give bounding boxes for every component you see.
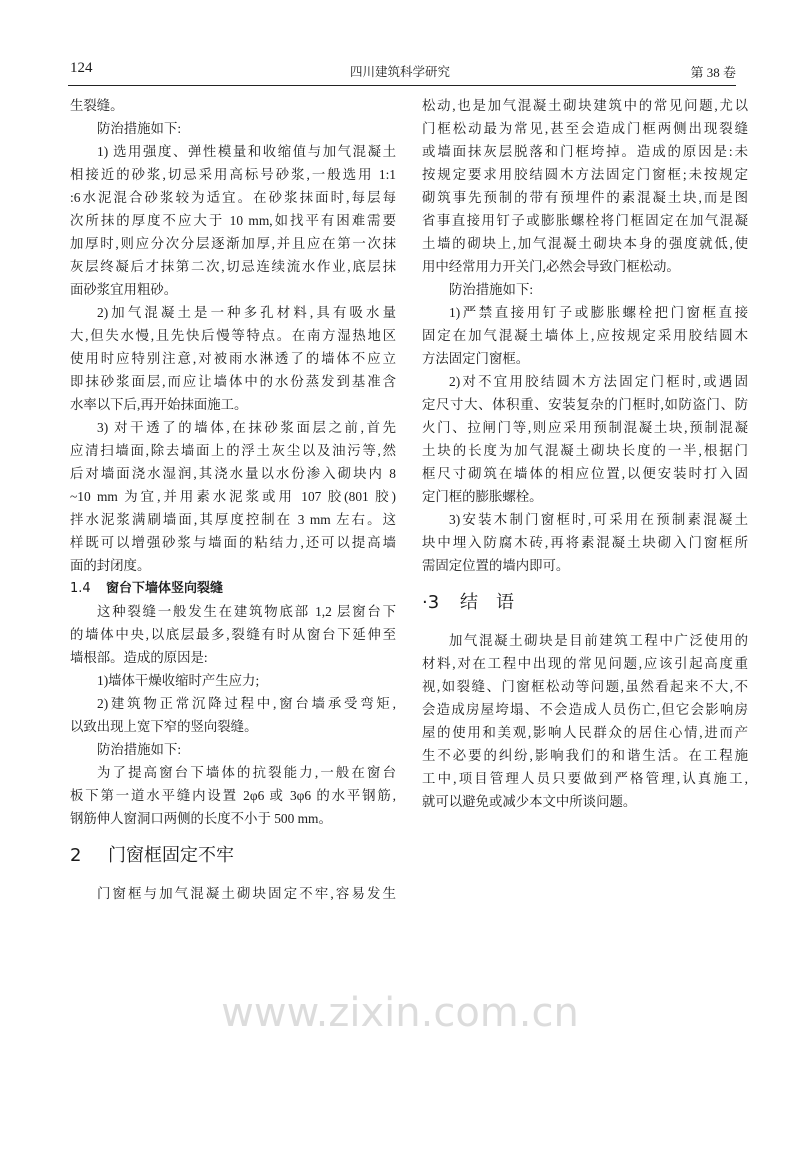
volume-label: 第 38 卷 xyxy=(690,65,736,80)
text-line: 定门框的膨胀螺栓。 xyxy=(422,489,543,504)
text-line: 加厚时,则应分次分层逐渐加厚,并且应在第一次抹 xyxy=(70,236,396,251)
text-line: 省事直接用钉子或膨胀螺栓将门框固定在加气混凝 xyxy=(422,213,748,228)
text-line: 松动,也是加气混凝土砌块建筑中的常见问题,尤以 xyxy=(422,98,748,113)
text-line: 就可以避免或减少本文中所谈问题。 xyxy=(422,794,637,809)
text-line: 大,但失水慢,且先快后慢等特点。在南方湿热地区 xyxy=(70,328,396,343)
text-line: 按规定要求用胶结圆木方法固定门窗框;未按规定 xyxy=(422,167,748,182)
text-line: 后对墙面浇水湿润,其浇水量以水份渗入砌块内 8 xyxy=(70,466,396,481)
text-line: 次所抹的厚度不应大于 10 mm,如找平有困难需要 xyxy=(70,213,396,228)
heading-number: 2 xyxy=(70,845,82,866)
text-line: 1) 选用强度、弹性模量和收缩值与加气混凝土 xyxy=(97,144,396,159)
text-line: 生不必要的纠纷,影响我们的和谐生活。在工程施 xyxy=(422,748,748,763)
text-line: 门窗框与加气混凝土砌块固定不牢,容易发生 xyxy=(97,886,396,901)
text-line: 生裂缝。 xyxy=(70,98,124,113)
text-line: 会造成房屋垮塌、不会造成人员伤亡,但它会影响房 xyxy=(422,702,748,717)
text-line: 样既可以增强砂浆与墙面的粘结力,还可以提高墙 xyxy=(70,535,396,550)
text-line: 即抹砂浆面层,而应让墙体中的水份蒸发到基准含 xyxy=(70,374,396,389)
text-line: 1)墙体干燥收缩时产生应力; xyxy=(97,673,260,688)
text-line: 墙根部。造成的原因是: xyxy=(70,650,208,665)
text-line: 土墙的砌块上,加气混凝土砌块本身的强度就低,使 xyxy=(422,236,748,251)
text-line: 方法固定门窗框。 xyxy=(422,351,530,366)
text-line: 面的封闭度。 xyxy=(70,558,151,573)
text-line: 应清扫墙面,除去墙面上的浮土灰尘以及油污等,然 xyxy=(70,443,396,458)
text-line: 以致出现上宽下窄的竖向裂缝。 xyxy=(70,719,258,734)
text-line: 定尺寸大、体积重、安装复杂的门框时,如防盗门、防 xyxy=(422,397,748,412)
text-line: 防治措施如下: xyxy=(97,121,182,136)
paragraph xyxy=(70,600,396,669)
paragraph xyxy=(70,416,396,577)
paragraph xyxy=(422,370,748,508)
journal-title: 四川建筑科学研究 xyxy=(349,64,450,79)
paragraph xyxy=(422,508,748,577)
text-line: 板下第一道水平缝内设置 2φ6 或 3φ6 的水平钢筋, xyxy=(70,788,396,803)
paragraph xyxy=(422,94,748,278)
paragraph xyxy=(70,301,396,416)
text-line: 屋的使用和美观,影响人民群众的居住心情,进而产 xyxy=(422,725,748,740)
text-line: 块中埋入防腐木砖,再将素混凝土块砌入门窗框所 xyxy=(422,535,748,550)
text-line: 2)对不宜用胶结圆木方法固定门框时,或遇固 xyxy=(449,374,748,389)
text-line: 火门、拉闸门等,则应采用预制混凝土块,预制混凝 xyxy=(422,420,748,435)
text-line: 1)严禁直接用钉子或膨胀螺栓把门窗框直接 xyxy=(449,305,748,320)
text-line: 2)建筑物正常沉降过程中,窗台墙承受弯矩, xyxy=(97,696,396,711)
text-line: 框尺寸砌筑在墙体的相应位置,以便安装时打入固 xyxy=(422,466,748,481)
header-rule xyxy=(68,85,736,86)
heading-number: 1.4 xyxy=(70,581,91,596)
text-line: 视,如裂缝、门窗框松动等问题,虽然看起来不大,不 xyxy=(422,679,748,694)
paragraph xyxy=(422,301,748,370)
paragraph xyxy=(70,692,396,738)
text-line: 需固定位置的墙内即可。 xyxy=(422,558,570,573)
left-column xyxy=(70,94,396,905)
paragraph xyxy=(70,140,396,301)
heading-title: 门窗框固定不牢 xyxy=(108,845,234,866)
text-line: 钢筋伸人窗洞口两侧的长度不小于 500 mm。 xyxy=(70,811,332,826)
text-line: 的墙体中央,以底层最多,裂缝有时从窗台下延伸至 xyxy=(70,627,396,642)
text-line: 工中,项目管理人员只要做到严格管理,认真施工, xyxy=(422,771,748,786)
page-number: 124 xyxy=(70,60,93,76)
section-heading xyxy=(422,577,748,629)
text-line: 砌筑事先预制的带有预埋件的素混凝土块,而是图 xyxy=(422,190,748,205)
paragraph xyxy=(70,761,396,830)
text-line: 材料,对在工程中出现的常见问题,应该引起高度重 xyxy=(422,656,748,671)
text-line: 拌水泥浆满刷墙面,其厚度控制在 3 mm 左右。这 xyxy=(70,512,396,527)
text-line: 土块的长度为加气混凝土砌块长度的一半,根据门 xyxy=(422,443,748,458)
text-line: 使用时应特别注意,对被雨水淋透了的墙体不应立 xyxy=(70,351,396,366)
paragraph xyxy=(422,278,748,301)
text-line: 固定在加气混凝土墙体上,应按规定采用胶结圆木 xyxy=(422,328,748,343)
text-line: 这种裂缝一般发生在建筑物底部 1,2 层窗台下 xyxy=(97,604,396,619)
text-line: 为了提高窗台下墙体的抗裂能力,一般在窗台 xyxy=(97,765,396,780)
text-line: 用中经常用力开关门,必然会导致门框松动。 xyxy=(422,259,680,274)
text-line: 2)加气混凝土是一种多孔材料,具有吸水量 xyxy=(97,305,396,320)
text-line: 面砂浆宜用粗砂。 xyxy=(70,282,178,297)
text-line: 防治措施如下: xyxy=(97,742,182,757)
text-line: ~10 mm 为宜,并用素水泥浆或用 107 胶(801 胶) xyxy=(70,489,396,504)
paragraph xyxy=(70,738,396,761)
paragraph xyxy=(70,117,396,140)
paragraph xyxy=(422,629,748,813)
text-line: 门框松动最为常见,甚至会造成门框两侧出现裂缝 xyxy=(422,121,748,136)
right-column xyxy=(422,94,748,813)
text-line: 或墙面抹灰层脱落和门框垮掉。造成的原因是:未 xyxy=(422,144,748,159)
text-line: 3) 对干透了的墙体,在抹砂浆面层之前,首先 xyxy=(97,420,396,435)
paragraph xyxy=(70,882,396,905)
heading-title: 窗台下墙体竖向裂缝 xyxy=(106,581,224,596)
text-line: 相接近的砂浆,切忌采用高标号砂浆,一般选用 1:1 xyxy=(70,167,396,182)
watermark: www.zixin.com.cn xyxy=(221,990,579,1036)
text-line: 灰层终凝后才抹第二次,切忌连续流水作业,底层抹 xyxy=(70,259,396,274)
text-line: 防治措施如下: xyxy=(449,282,534,297)
text-line: 3)安装木制门窗框时,可采用在预制素混凝土 xyxy=(449,512,748,527)
text-line: 水率以下后,再开始抹面施工。 xyxy=(70,397,248,412)
heading-number: ·3 xyxy=(422,592,440,613)
subsection-heading xyxy=(70,577,396,600)
section-heading xyxy=(70,830,396,882)
paragraph xyxy=(70,669,396,692)
heading-title: 结 语 xyxy=(460,592,514,613)
text-line: :6水泥混合砂浆较为适宜。在砂浆抹面时,每层每 xyxy=(70,190,396,205)
paragraph xyxy=(70,94,396,117)
text-line: 加气混凝土砌块是目前建筑工程中广泛使用的 xyxy=(449,633,748,648)
